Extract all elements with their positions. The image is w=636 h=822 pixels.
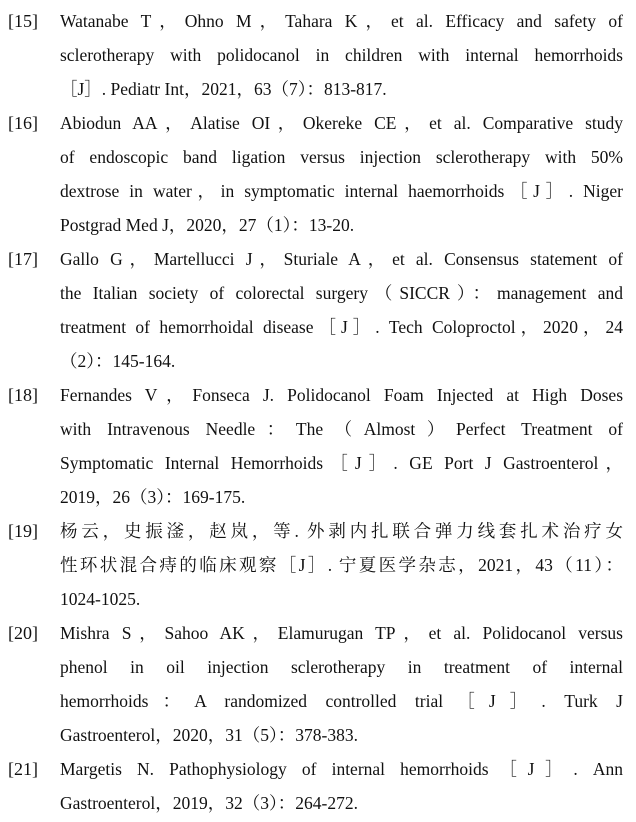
reference-line: phenol in oil injection sclerotherapy in treatment of internal — [60, 657, 623, 677]
reference-number: [20] — [8, 623, 38, 643]
reference-item — [8, 616, 623, 752]
reference-line: 1024-1025. — [60, 589, 141, 609]
reference-line: Watanabe T，Ohno M，Tahara K，et al. Efficacy and safety of — [60, 11, 623, 31]
reference-line: Postgrad Med J，2020，27（1）：13-20. — [60, 215, 355, 235]
reference-line: of endoscopic band ligation versus injection sclerotherapy with 50% — [60, 147, 623, 167]
reference-number: [16] — [8, 113, 38, 133]
reference-text — [60, 514, 623, 616]
reference-line: the Italian society of colorectal surgery（SICCR）：management and — [60, 283, 623, 303]
reference-text — [60, 378, 623, 514]
reference-line: Fernandes V，Fonseca J. Polidocanol Foam Injected at High Doses — [60, 385, 623, 405]
reference-line: sclerotherapy with polidocanol in children with internal hemorrhoids — [60, 45, 623, 65]
reference-line: 2019，26（3）：169-175. — [60, 487, 246, 507]
reference-number: [21] — [8, 759, 38, 779]
reference-line: hemorrhoids：A randomized controlled trial［J］. Turk J — [60, 691, 623, 711]
reference-list — [8, 4, 623, 820]
reference-text — [60, 616, 623, 752]
reference-line: treatment of hemorrhoidal disease［J］. Tech Coloproctol，2020，24 — [60, 317, 623, 337]
reference-line: ［J］. Pediatr Int，2021，63（7）：813-817. — [60, 79, 387, 99]
reference-line: Mishra S，Sahoo AK，Elamurugan TP，et al. Polidocanol versus — [60, 623, 623, 643]
reference-line: Gallo G，Martellucci J，Sturiale A，et al. Consensus statement of — [60, 249, 623, 269]
reference-line: Abiodun AA，Alatise OI，Okereke CE，et al. Comparative study — [60, 113, 623, 133]
reference-text — [60, 106, 623, 242]
reference-line: （2）：145-164. — [60, 351, 176, 371]
reference-item — [8, 242, 623, 378]
reference-item — [8, 514, 623, 616]
reference-number: [18] — [8, 385, 38, 405]
reference-line: Margetis N. Pathophysiology of internal hemorrhoids［J］. Ann — [60, 759, 623, 779]
reference-text — [60, 752, 623, 820]
reference-line: 杨云，史振滏，赵岚，等. 外剥内扎联合弹力线套扎术治疗女 — [60, 521, 623, 541]
reference-item — [8, 4, 623, 106]
reference-line: Gastroenterol，2019，32（3）：264-272. — [60, 793, 358, 813]
reference-line: Symptomatic Internal Hemorrhoids［J］. GE Port J Gastroenterol， — [60, 453, 623, 473]
reference-text — [60, 242, 623, 378]
reference-number: [15] — [8, 11, 38, 31]
reference-line: Gastroenterol，2020，31（5）：378-383. — [60, 725, 358, 745]
reference-text — [60, 4, 623, 106]
reference-line: dextrose in water，in symptomatic internal haemorrhoids［J］. Niger — [60, 181, 623, 201]
reference-line: 性环状混合痔的临床观察［J］. 宁夏医学杂志，2021，43（11）： — [60, 555, 623, 575]
reference-number: [17] — [8, 249, 38, 269]
reference-item — [8, 106, 623, 242]
reference-item — [8, 378, 623, 514]
reference-item — [8, 752, 623, 820]
reference-number: [19] — [8, 521, 38, 541]
reference-line: with Intravenous Needle：The（Almost）Perfect Treatment of — [60, 419, 623, 439]
